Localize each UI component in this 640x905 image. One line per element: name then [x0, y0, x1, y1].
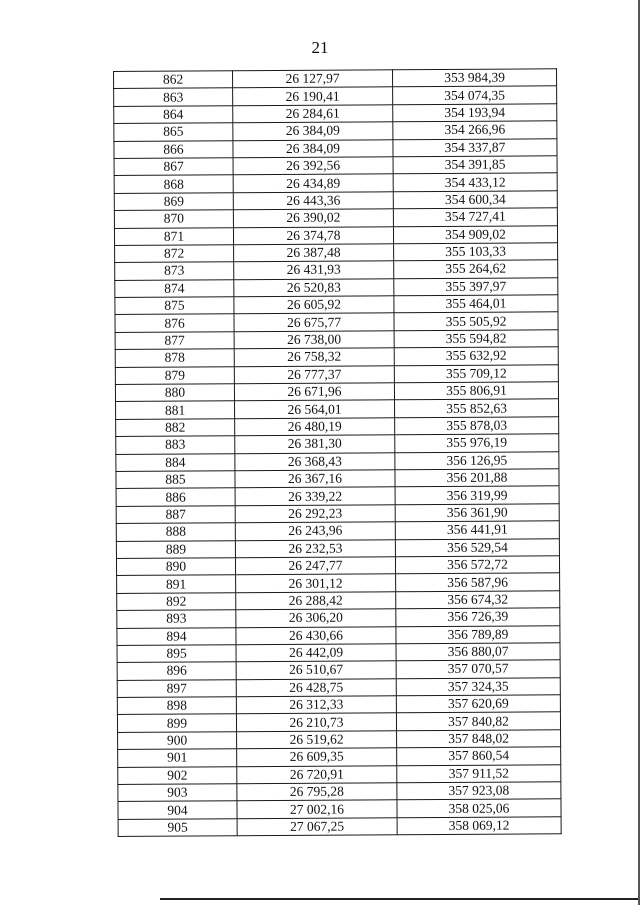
point-number-cell: 898 [117, 697, 236, 715]
point-number-cell: 872 [115, 245, 234, 263]
y-coordinate-cell: 355 264,62 [394, 260, 558, 278]
x-coordinate-cell: 26 210,73 [236, 713, 396, 731]
table-row [114, 69, 557, 89]
y-coordinate-cell: 355 397,97 [394, 277, 558, 295]
table-row [117, 712, 560, 732]
point-number-cell: 896 [117, 662, 236, 680]
x-coordinate-cell: 26 301,12 [236, 574, 396, 592]
x-coordinate-cell: 26 430,66 [236, 626, 396, 644]
table-row [118, 730, 561, 750]
y-coordinate-cell: 357 911,52 [397, 764, 561, 782]
table-row [114, 156, 557, 176]
x-coordinate-cell: 26 384,09 [233, 139, 393, 157]
x-coordinate-cell: 26 671,96 [234, 383, 394, 401]
table-row [115, 295, 558, 315]
point-number-cell: 868 [114, 175, 233, 193]
x-coordinate-cell: 26 510,67 [236, 661, 396, 679]
x-coordinate-cell: 26 434,89 [233, 174, 393, 192]
table-row [115, 330, 558, 350]
table-row [114, 225, 557, 245]
y-coordinate-cell: 357 860,54 [397, 747, 561, 765]
y-coordinate-cell: 354 433,12 [393, 173, 557, 191]
point-number-cell: 876 [115, 314, 234, 332]
y-coordinate-cell: 356 674,32 [396, 590, 560, 608]
x-coordinate-cell: 27 002,16 [237, 800, 397, 818]
table-row [116, 417, 559, 437]
coordinates-table-body [114, 69, 562, 837]
x-coordinate-cell: 26 795,28 [237, 783, 397, 801]
point-number-cell: 870 [114, 210, 233, 228]
x-coordinate-cell: 26 519,62 [237, 731, 397, 749]
table-row [116, 538, 559, 558]
point-number-cell: 890 [116, 558, 235, 576]
y-coordinate-cell: 354 074,35 [393, 86, 557, 104]
point-number-cell: 877 [115, 332, 234, 350]
y-coordinate-cell: 354 266,96 [393, 121, 557, 139]
y-coordinate-cell: 355 806,91 [394, 382, 558, 400]
point-number-cell: 901 [118, 749, 237, 767]
table-row [114, 191, 557, 211]
y-coordinate-cell: 356 319,99 [395, 486, 559, 504]
y-coordinate-cell: 356 789,89 [396, 625, 560, 643]
table-row [114, 173, 557, 193]
x-coordinate-cell: 26 339,22 [235, 487, 395, 505]
x-coordinate-cell: 26 609,35 [237, 748, 397, 766]
y-coordinate-cell: 356 201,88 [395, 469, 559, 487]
x-coordinate-cell: 26 387,48 [234, 244, 394, 262]
table-row [117, 695, 560, 715]
point-number-cell: 862 [114, 71, 233, 89]
point-number-cell: 863 [114, 88, 233, 106]
y-coordinate-cell: 354 909,02 [393, 225, 557, 243]
table-row [114, 208, 557, 228]
y-coordinate-cell: 357 070,57 [396, 660, 560, 678]
x-coordinate-cell: 26 247,77 [235, 557, 395, 575]
point-number-cell: 885 [116, 471, 235, 489]
y-coordinate-cell: 358 025,06 [397, 799, 561, 817]
y-coordinate-cell: 354 600,34 [393, 191, 557, 209]
table-row [116, 469, 559, 489]
table-row [118, 799, 561, 819]
x-coordinate-cell: 26 428,75 [236, 678, 396, 696]
x-coordinate-cell: 26 738,00 [234, 331, 394, 349]
x-coordinate-cell: 26 605,92 [234, 296, 394, 314]
table-row [116, 521, 559, 541]
y-coordinate-cell: 355 594,82 [394, 330, 558, 348]
point-number-cell: 892 [117, 592, 236, 610]
point-number-cell: 895 [117, 645, 236, 663]
y-coordinate-cell: 357 324,35 [396, 677, 560, 695]
table-row [115, 277, 558, 297]
table-row [116, 451, 559, 471]
point-number-cell: 879 [115, 366, 234, 384]
y-coordinate-cell: 354 391,85 [393, 156, 557, 174]
x-coordinate-cell: 26 284,61 [233, 105, 393, 123]
y-coordinate-cell: 355 852,63 [395, 399, 559, 417]
x-coordinate-cell: 26 243,96 [235, 522, 395, 540]
table-row [115, 312, 558, 332]
point-number-cell: 881 [116, 401, 235, 419]
y-coordinate-cell: 355 878,03 [395, 417, 559, 435]
point-number-cell: 887 [116, 506, 235, 524]
y-coordinate-cell: 356 880,07 [396, 643, 560, 661]
y-coordinate-cell: 356 587,96 [396, 573, 560, 591]
point-number-cell: 865 [114, 123, 233, 141]
table-row [116, 434, 559, 454]
table-row [116, 399, 559, 419]
y-coordinate-cell: 357 923,08 [397, 782, 561, 800]
point-number-cell: 891 [117, 575, 236, 593]
table-row [118, 747, 561, 767]
x-coordinate-cell: 26 390,02 [233, 209, 393, 227]
point-number-cell: 884 [116, 453, 235, 471]
coordinates-table [113, 68, 562, 837]
y-coordinate-cell: 353 984,39 [392, 69, 556, 87]
x-coordinate-cell: 26 720,91 [237, 765, 397, 783]
point-number-cell: 900 [118, 732, 237, 750]
table-row [117, 608, 560, 628]
x-coordinate-cell: 26 292,23 [235, 505, 395, 523]
y-coordinate-cell: 356 361,90 [395, 504, 559, 522]
table-row [116, 486, 559, 506]
point-number-cell: 871 [114, 227, 233, 245]
y-coordinate-cell: 355 976,19 [395, 434, 559, 452]
x-coordinate-cell: 26 367,16 [235, 470, 395, 488]
x-coordinate-cell: 26 306,20 [236, 609, 396, 627]
x-coordinate-cell: 26 392,56 [233, 157, 393, 175]
x-coordinate-cell: 26 758,32 [234, 348, 394, 366]
x-coordinate-cell: 26 312,33 [236, 696, 396, 714]
scan-bottom-line [160, 898, 640, 900]
x-coordinate-cell: 26 480,19 [235, 418, 395, 436]
y-coordinate-cell: 356 126,95 [395, 451, 559, 469]
table-row [115, 364, 558, 384]
point-number-cell: 905 [118, 819, 237, 837]
table-row [117, 625, 560, 645]
table-row [117, 660, 560, 680]
point-number-cell: 869 [114, 193, 233, 211]
point-number-cell: 882 [116, 419, 235, 437]
y-coordinate-cell: 355 103,33 [394, 243, 558, 261]
table-row [118, 782, 561, 802]
y-coordinate-cell: 354 727,41 [393, 208, 557, 226]
table-row [118, 817, 561, 837]
point-number-cell: 875 [115, 297, 234, 315]
x-coordinate-cell: 26 127,97 [233, 70, 393, 88]
x-coordinate-cell: 26 777,37 [234, 365, 394, 383]
x-coordinate-cell: 26 368,43 [235, 452, 395, 470]
point-number-cell: 880 [115, 384, 234, 402]
y-coordinate-cell: 356 572,72 [395, 556, 559, 574]
y-coordinate-cell: 356 726,39 [396, 608, 560, 626]
table-row [116, 556, 559, 576]
x-coordinate-cell: 26 190,41 [233, 87, 393, 105]
point-number-cell: 889 [116, 540, 235, 558]
point-number-cell: 878 [115, 349, 234, 367]
point-number-cell: 893 [117, 610, 236, 628]
y-coordinate-cell: 356 529,54 [395, 538, 559, 556]
y-coordinate-cell: 354 337,87 [393, 138, 557, 156]
x-coordinate-cell: 26 431,93 [234, 261, 394, 279]
y-coordinate-cell: 358 069,12 [397, 817, 561, 835]
table-row [116, 504, 559, 524]
point-number-cell: 883 [116, 436, 235, 454]
y-coordinate-cell: 354 193,94 [393, 104, 557, 122]
table-row [114, 138, 557, 158]
table-row [114, 121, 557, 141]
y-coordinate-cell: 357 840,82 [396, 712, 560, 730]
point-number-cell: 873 [115, 262, 234, 280]
table-row [115, 243, 558, 263]
table-row [115, 382, 558, 402]
point-number-cell: 899 [117, 714, 236, 732]
x-coordinate-cell: 26 564,01 [235, 400, 395, 418]
y-coordinate-cell: 357 848,02 [397, 730, 561, 748]
x-coordinate-cell: 26 384,09 [233, 122, 393, 140]
x-coordinate-cell: 26 374,78 [233, 226, 393, 244]
table-row [118, 764, 561, 784]
y-coordinate-cell: 356 441,91 [395, 521, 559, 539]
y-coordinate-cell: 355 505,92 [394, 312, 558, 330]
x-coordinate-cell: 26 675,77 [234, 313, 394, 331]
point-number-cell: 886 [116, 488, 235, 506]
y-coordinate-cell: 355 709,12 [394, 364, 558, 382]
x-coordinate-cell: 26 381,30 [235, 435, 395, 453]
table-row [117, 590, 560, 610]
y-coordinate-cell: 357 620,69 [396, 695, 560, 713]
table-row [115, 260, 558, 280]
y-coordinate-cell: 355 464,01 [394, 295, 558, 313]
point-number-cell: 867 [114, 158, 233, 176]
point-number-cell: 897 [117, 679, 236, 697]
y-coordinate-cell: 355 632,92 [394, 347, 558, 365]
table-row [117, 573, 560, 593]
point-number-cell: 904 [118, 801, 237, 819]
x-coordinate-cell: 26 520,83 [234, 278, 394, 296]
x-coordinate-cell: 26 288,42 [236, 592, 396, 610]
table-row [117, 677, 560, 697]
x-coordinate-cell: 27 067,25 [237, 818, 397, 836]
point-number-cell: 866 [114, 140, 233, 158]
x-coordinate-cell: 26 442,09 [236, 644, 396, 662]
x-coordinate-cell: 26 443,36 [233, 192, 393, 210]
point-number-cell: 902 [118, 766, 237, 784]
x-coordinate-cell: 26 232,53 [235, 539, 395, 557]
point-number-cell: 903 [118, 784, 237, 802]
table-row [114, 104, 557, 124]
table-row [117, 643, 560, 663]
table-row [115, 347, 558, 367]
point-number-cell: 894 [117, 627, 236, 645]
point-number-cell: 874 [115, 279, 234, 297]
point-number-cell: 888 [116, 523, 235, 541]
point-number-cell: 864 [114, 106, 233, 124]
page-number: 21 [311, 38, 329, 57]
table-row [114, 86, 557, 106]
